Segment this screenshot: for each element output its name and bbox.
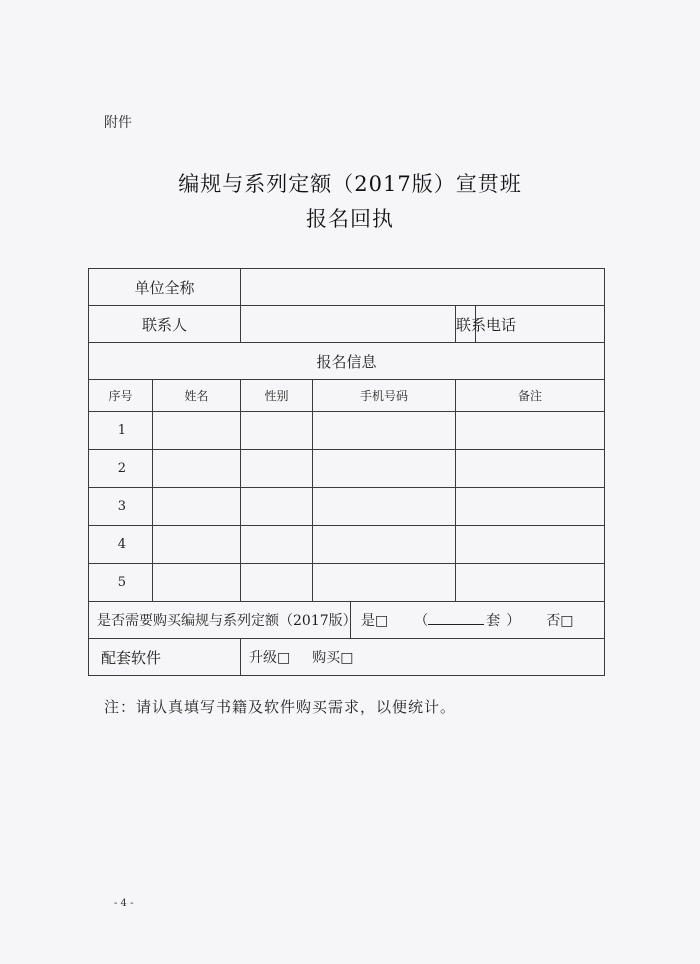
purchase-no-checkbox[interactable]: 否□ <box>546 613 574 629</box>
note-text: 注：请认真填写书籍及软件购买需求，以便统计。 <box>104 698 457 716</box>
purchase-paren-open: （ <box>414 613 429 629</box>
registration-form-table <box>88 268 605 676</box>
section-title: 报名信息 <box>89 343 605 380</box>
purchase-row <box>89 602 605 639</box>
remark-cell[interactable] <box>456 564 605 602</box>
name-cell[interactable] <box>153 526 241 564</box>
unit-field[interactable] <box>241 269 605 306</box>
purchase-paren-close: ） <box>506 613 521 629</box>
purchase-sets-unit: 套 <box>486 613 501 629</box>
name-cell[interactable] <box>153 450 241 488</box>
section-title-row <box>89 343 605 380</box>
unit-label: 单位全称 <box>89 269 241 306</box>
software-options <box>241 639 605 676</box>
gender-cell[interactable] <box>241 450 313 488</box>
column-header-seq: 序号 <box>89 380 153 412</box>
phone-cell[interactable] <box>313 488 456 526</box>
gender-cell[interactable] <box>241 412 313 450</box>
column-header-name: 姓名 <box>153 380 241 412</box>
document-title: 编规与系列定额（2017版）宣贯班 <box>178 172 522 196</box>
table-row <box>89 564 605 602</box>
phone-label: 联系电话 <box>456 306 476 343</box>
table-row <box>89 488 605 526</box>
phone-cell[interactable] <box>313 564 456 602</box>
software-buy-checkbox[interactable]: 购买□ <box>312 650 354 666</box>
remark-cell[interactable] <box>456 488 605 526</box>
attachment-label: 附件 <box>104 115 132 131</box>
contact-field[interactable] <box>241 306 456 343</box>
column-header-phone: 手机号码 <box>313 380 456 412</box>
table-row <box>89 412 605 450</box>
gender-cell[interactable] <box>241 564 313 602</box>
gender-cell[interactable] <box>241 526 313 564</box>
remark-cell[interactable] <box>456 526 605 564</box>
phone-cell[interactable] <box>313 412 456 450</box>
column-header-row <box>89 380 605 412</box>
software-label: 配套软件 <box>89 639 241 676</box>
gender-cell[interactable] <box>241 488 313 526</box>
page-number: - 4 - <box>114 898 134 909</box>
name-cell[interactable] <box>153 412 241 450</box>
purchase-yes-checkbox[interactable]: 是□ <box>361 613 389 629</box>
purchase-question: 是否需要购买编规与系列定额（2017版） <box>89 602 351 639</box>
phone-cell[interactable] <box>313 450 456 488</box>
contact-label: 联系人 <box>89 306 241 343</box>
purchase-quantity-blank[interactable] <box>428 612 484 625</box>
name-cell[interactable] <box>153 564 241 602</box>
row-seq: 2 <box>89 450 153 488</box>
row-seq: 3 <box>89 488 153 526</box>
column-header-remark: 备注 <box>456 380 605 412</box>
software-upgrade-checkbox[interactable]: 升级□ <box>249 650 291 666</box>
row-seq: 5 <box>89 564 153 602</box>
unit-row <box>89 269 605 306</box>
remark-cell[interactable] <box>456 450 605 488</box>
phone-cell[interactable] <box>313 526 456 564</box>
row-seq: 4 <box>89 526 153 564</box>
contact-row <box>89 306 605 343</box>
software-row <box>89 639 605 676</box>
name-cell[interactable] <box>153 488 241 526</box>
table-row <box>89 526 605 564</box>
column-header-gender: 性别 <box>241 380 313 412</box>
document-subtitle: 报名回执 <box>306 207 394 231</box>
purchase-options <box>351 602 605 639</box>
remark-cell[interactable] <box>456 412 605 450</box>
table-row <box>89 450 605 488</box>
row-seq: 1 <box>89 412 153 450</box>
